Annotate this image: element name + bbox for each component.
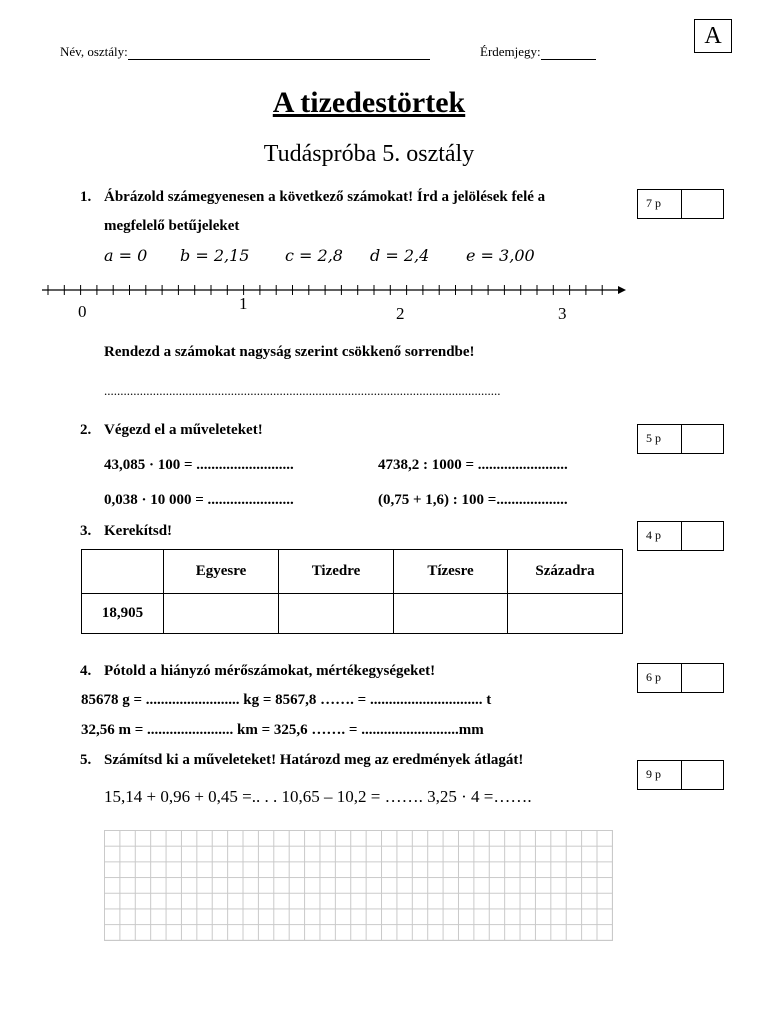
number-line[interactable] [40, 280, 635, 302]
points-box-4 [637, 663, 724, 693]
table-cell-answer[interactable] [394, 594, 508, 634]
task-1-subtask: Rendezd a számokat nagyság szerint csökkenő sorrendbe! [104, 344, 475, 360]
value-a: a = 0 [104, 246, 148, 265]
axis-label-2: 2 [396, 304, 405, 323]
op-1[interactable]: 43,085 · 100 = .......................... [104, 457, 294, 473]
table-cell-answer[interactable] [508, 594, 623, 634]
task-5-heading [80, 752, 523, 769]
grade-field[interactable] [480, 44, 596, 60]
points-label-1: 7 p [638, 190, 682, 218]
value-b: b = 2,15 [180, 246, 250, 265]
task-3-heading [80, 523, 172, 540]
conversion-line-1[interactable]: 85678 g = ......................... kg = 8567,8 ……. = .............................. t [81, 692, 492, 708]
task-4-number: 4. [80, 663, 92, 679]
points-label-4: 6 p [638, 664, 682, 692]
op-3[interactable]: 0,038 · 10 000 = ....................... [104, 492, 294, 508]
name-field[interactable] [60, 44, 430, 60]
page-title: A tizedestörtek [272, 86, 466, 119]
task-5-expressions[interactable]: 15,14 + 0,96 + 0,45 =.. . . 10,65 – 10,2 = ……. 3,25 · 4 =……. [104, 787, 532, 806]
conversion-line-2[interactable]: 32,56 m = ....................... km = 325,6 ……. = ..........................mm [81, 722, 484, 738]
table-cell-answer[interactable] [164, 594, 279, 634]
task-4-heading [80, 663, 435, 680]
points-label-2: 5 p [638, 425, 682, 453]
scratch-grid[interactable] [104, 830, 613, 941]
table-cell-answer[interactable] [279, 594, 394, 634]
task-1-text-line2: megfelelő betűjeleket [104, 218, 240, 234]
table-cell-number: 18,905 [82, 594, 164, 634]
task-1-answer-line[interactable]: .......................................................................................................................... [104, 383, 501, 398]
name-label: Név, osztály: [60, 44, 128, 59]
points-box-3 [637, 521, 724, 551]
task-1-number: 1. [80, 189, 92, 205]
table-row [82, 594, 623, 634]
axis-label-0: 0 [78, 302, 87, 321]
op-2[interactable]: 4738,2 : 1000 = ........................ [378, 457, 568, 473]
op-4[interactable]: (0,75 + 1,6) : 100 =................... [378, 492, 568, 508]
variant-box: A [694, 19, 732, 53]
value-c: c = 2,8 [285, 246, 343, 265]
task-1-heading [80, 189, 545, 206]
points-label-3: 4 p [638, 522, 682, 550]
table-header-cell [82, 550, 164, 594]
table-header-cell: Századra [508, 550, 623, 594]
points-label-5: 9 p [638, 761, 682, 789]
task-5-text: Számítsd ki a műveleteket! Határozd meg az eredmények átlagát! [104, 752, 524, 768]
task-3-text: Kerekítsd! [104, 523, 173, 539]
name-underline [128, 46, 430, 60]
rounding-table [81, 549, 623, 634]
axis-label-3: 3 [558, 304, 567, 323]
points-box-1 [637, 189, 724, 219]
points-box-5 [637, 760, 724, 790]
task-5-number: 5. [80, 752, 92, 768]
task-2-heading [80, 422, 263, 439]
table-header-cell: Egyesre [164, 550, 279, 594]
page-subtitle: Tudáspróba 5. osztály [263, 141, 475, 167]
grade-underline [541, 46, 596, 60]
table-header-cell: Tizedre [279, 550, 394, 594]
task-4-text: Pótold a hiányzó mérőszámokat, mértékegységeket! [104, 663, 436, 679]
table-header-cell: Tízesre [394, 550, 508, 594]
task-3-number: 3. [80, 523, 92, 539]
task-2-text: Végezd el a műveleteket! [104, 422, 263, 438]
task-2-number: 2. [80, 422, 92, 438]
value-d: d = 2,4 [370, 246, 430, 265]
grade-label: Érdemjegy: [480, 44, 541, 59]
value-e: e = 3,00 [466, 246, 535, 265]
task-1-text: Ábrázold számegyenesen a következő számokat! Írd a jelölések felé a [104, 189, 546, 205]
axis-label-1: 1 [239, 294, 248, 313]
table-header-row [82, 550, 623, 594]
points-box-2 [637, 424, 724, 454]
